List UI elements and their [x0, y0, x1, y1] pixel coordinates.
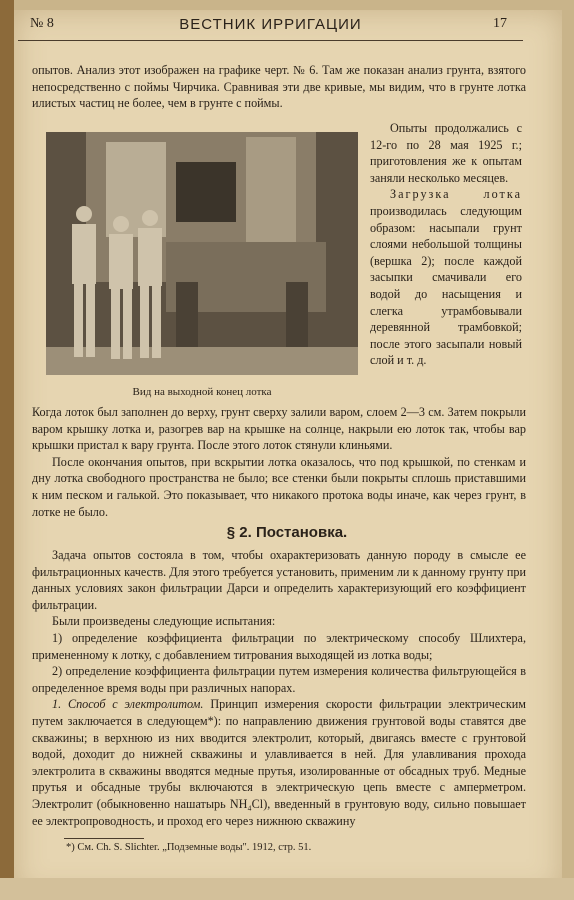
binding-edge	[0, 0, 14, 900]
sidebar-paragraph-dates: Опыты продолжались с 12-го по 28 мая 1925 г.; приготовления же к опытам заняли несколько месяцев.	[370, 121, 522, 185]
footnote: *) См. Ch. S. Slichter. „Подземные воды". 1912, стр. 51.	[66, 842, 312, 853]
section-text	[32, 547, 526, 829]
method-1-label: 1. Способ с электролитом.	[52, 697, 204, 712]
body-text	[32, 404, 526, 520]
issue-number: № 8	[30, 16, 54, 31]
bottom-margin	[0, 878, 574, 900]
sidebar-column	[370, 120, 522, 369]
intro-paragraph: опытов. Анализ этот изображен на графике черт. № 6. Там же показан анализ грунта, взятого непосредственно с поймы Чирчика. Сравнивая эти две кривые, мы видим, что в грунте лотка илистых частиц не более, чем в грунте с поймы.	[32, 63, 526, 111]
paragraph-task: Задача опытов состояла в том, чтобы охарактеризовать данную породу в смысле ее фильтрационных качеств. Для этого требуется установить, применим ли к данному грунту при данных условиях закон фильтрации Дарси и определить характеризующий его коэффициент фильтрации.	[32, 548, 526, 612]
lotok-photo	[46, 132, 358, 375]
journal-title: ВЕСТНИК ИРРИГАЦИИ	[179, 16, 362, 33]
footnote-rule	[64, 838, 144, 839]
workers-at-flume-image	[46, 132, 358, 375]
running-header	[18, 16, 523, 41]
page-number: 17	[493, 16, 507, 31]
paragraph-fill: Когда лоток был заполнен до верху, грунт сверху залили варом, слоем 2—3 см. Затем покрыли варом крышку лотка и, разогрев вар на крышке на солнце, накрыли ею лоток так, чтобы вар крышки пристал к вару грунта. После этого лоток стянули клиньями.	[32, 405, 526, 453]
sidebar-paragraph-loading	[370, 186, 522, 369]
photo-caption: Вид на выходной конец лотка	[132, 386, 272, 398]
method-1-text: Принцип измерения скорости фильтрации электрическим путем заключается в следующем*): по направлению движения грунтовой воды ставятся две скважины; в верхнюю из них вводится электролит, который, двигаясь вместе с грунтовой водой, доходит до нижней скважины и улавливается в ней. Для улавливания прохода электролита в скважины вводятся медные прутья, изолированные от обсадных труб. Медные прутья и обсадные трубы включаются в электрическую цепь вместе с амперметром. Электролит (обыкновенно нашатырь NH₄Cl), введенный в грунтовую воду, сильно повышает ее электропроводность, и проход его через нижнюю скважину	[32, 697, 526, 828]
paragraph-tests: Были произведены следующие испытания:	[52, 614, 276, 629]
loading-spaced-term: Загрузка лотка	[390, 187, 522, 202]
list-item-2: 2) определение коэффициента фильтрации путем измерения количества фильтрующейся в определенное время воды при различных напорах.	[32, 664, 526, 695]
loading-description: производилась следующим образом: насыпали грунт слоями небольшой толщины (вершка 2); после каждой засыпки смачивали его водой до насыщения и слегка утрамбовывали деревянной трамбовкой; после этого засыпали новый слой и т. д.	[370, 203, 522, 368]
list-item-1: 1) определение коэффициента фильтрации по электрическому способу Шлихтера, примененному к лотку, с добавлением титрования выходящей из лотка воды;	[32, 630, 526, 662]
paragraph-method-1	[32, 696, 526, 829]
paragraph-end: После окончания опытов, при вскрытии лотка оказалось, что под крышкой, по стенкам и дну лотка свободного пространства не было; все стенки были покрыты сплошь приставшими к ним песком и галькой. Это показывает, что никакого протока воды иначе, как через грунт, в лотке не было.	[32, 454, 526, 519]
section-heading: § 2. Постановка.	[226, 524, 348, 541]
